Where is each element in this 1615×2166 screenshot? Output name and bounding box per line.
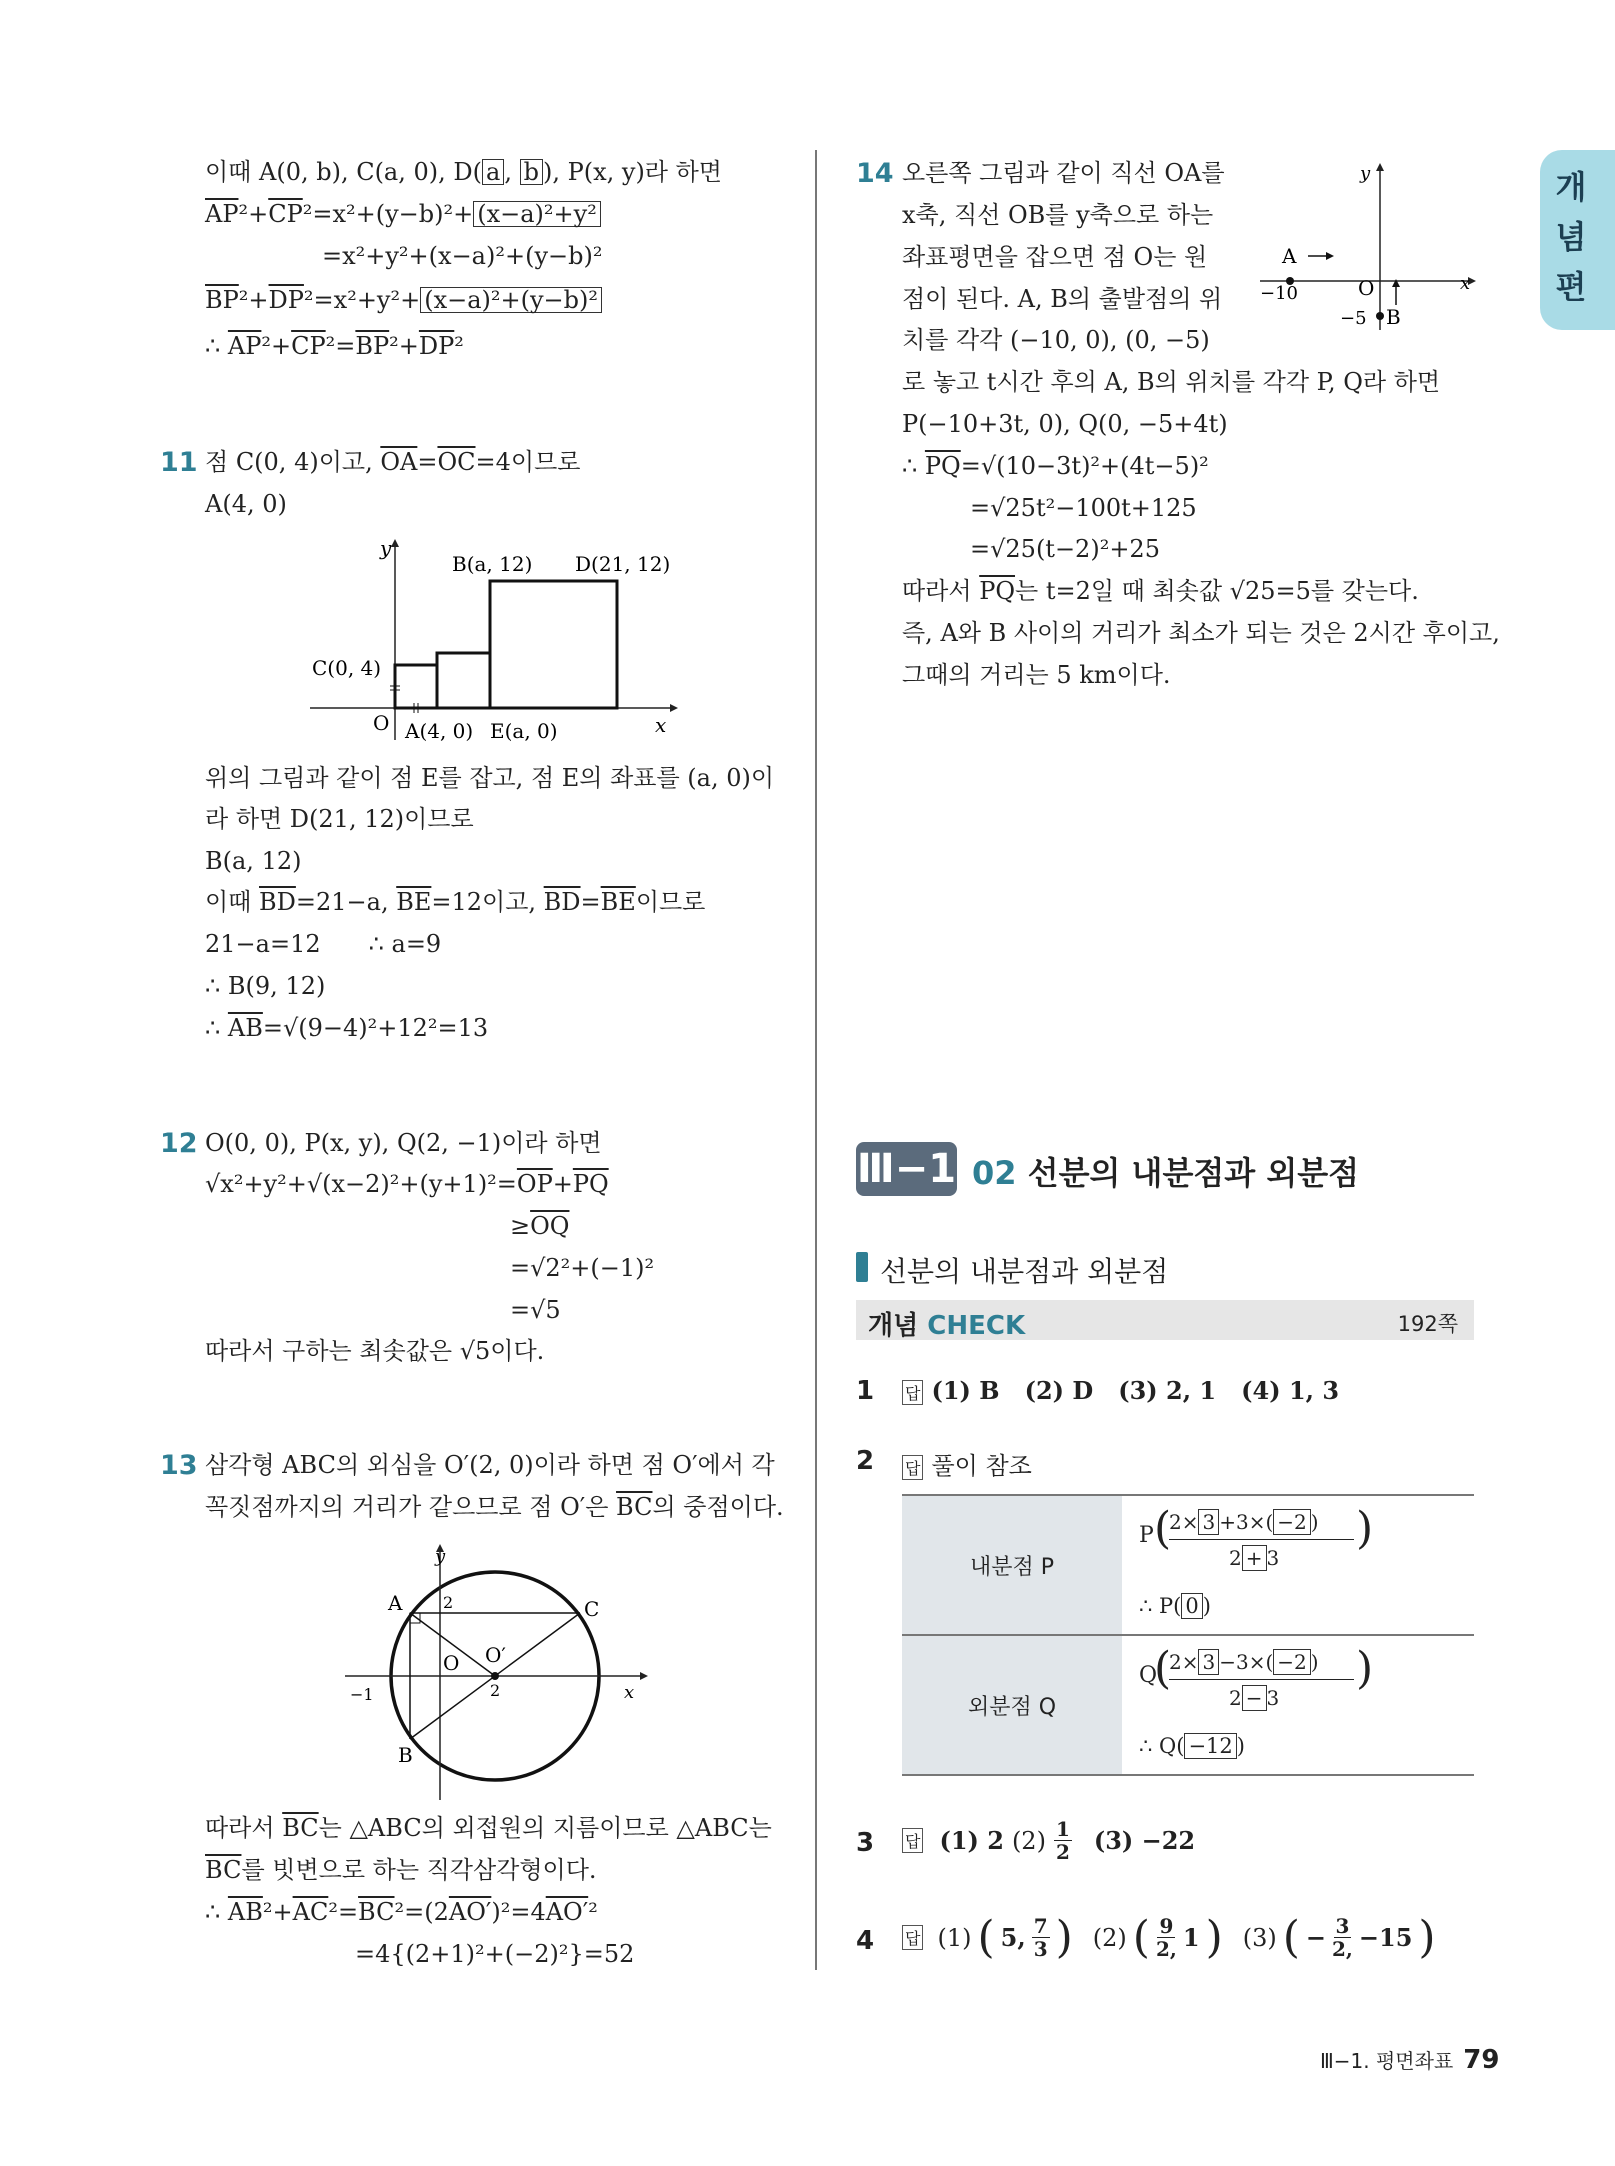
table-row [902,1636,1474,1776]
center-point [491,1672,499,1680]
answer-number: 1 [856,1376,875,1406]
fraction: 1 2 [1055,1817,1070,1864]
coordinate-figure [1250,155,1490,335]
text-line: 따라서 $\overline{PQ}$는 t=2일 때 최솟값 √25=5를 갖는다. [902,577,1419,605]
text-line: ∴ $\overline{AP}^2+\overline{CP}^2=\overline{BP}^2+\overline{DP}^2$ [205,332,464,360]
answer-line: 답 풀이 참조 [902,1446,1032,1481]
x-axis-arrow [640,1672,648,1680]
side-tab-char: 념 [1555,218,1587,256]
fraction: 9 2, [1155,1914,1177,1961]
fraction-denominator: 2 + 3 [1229,1546,1280,1570]
result-line: ∴ P( 0 ) [1139,1594,1211,1618]
side-tab-char: 편 [1555,268,1587,306]
answer-number: 3 [856,1828,875,1858]
text-line: 따라서 구하는 최솟값은 √5이다. [205,1337,545,1365]
text-line: 로 놓고 t시간 후의 A, B의 위치를 각각 P, Q라 하면 [902,368,1441,396]
answer-mark: 답 [902,1455,923,1480]
reference-page: 192쪽 [1397,1312,1458,1336]
center-label: O′ [485,1643,506,1667]
row-header: 외분점 Q [902,1636,1122,1774]
origin-label: O [1358,276,1375,300]
tick-label: −1 [350,1685,374,1704]
row-header: 내분점 P [902,1496,1122,1634]
text-line: 이때 A(0, b), C(a, 0), D( a , b ), P(x, y)라 하면 [205,158,722,186]
result-line: ∴ Q( −12 ) [1139,1734,1245,1758]
square-1 [395,665,437,708]
fraction-numerator: 2× 3 +3×( −2 ) [1169,1510,1319,1534]
y-label: y [435,1546,446,1567]
x-label: x [624,1682,635,1703]
text-line: $√x^2+y^2+√(x-2)^2+(y+1)^2=\overline{OP}+\overline{PQ}$ [205,1170,609,1198]
point-b [1376,312,1384,320]
text-line: O(0, 0), P(x, y), Q(2, −1)이라 하면 [205,1129,602,1157]
chapter-label: Ⅲ−1. 평면좌표 [1320,2049,1454,2073]
row-content: Q ( 2× 3 −3×( −2 ) 2 − 3 ) ∴ Q( −12 ) [1124,1636,1474,1774]
text-line: ∴ $\overline{PQ}=√(10-3t)^2+(4t-5)^2$ [902,452,1209,480]
text-line: ∴ B(9, 12) [205,972,326,1000]
text-line: x축, 직선 OB를 y축으로 하는 [902,201,1214,229]
text-line: $\overline{BC}$를 빗변으로 하는 직각삼각형이다. [205,1856,597,1884]
text-line: 그때의 거리는 5 km이다. [902,661,1171,689]
answer-mark: 답 [902,1828,923,1853]
answer-line: 답 (1) ( 5, 7 3 ) (2) ( 9 2, 1 ) (3) ( − $\frac{3}{2,}$ −15 ) [902,1912,1436,1963]
fraction-denominator: 2 − 3 [1229,1686,1280,1710]
tick-label: −10 [1260,283,1298,304]
y-label: y [380,536,392,560]
subsection-marker [856,1252,868,1282]
text-line: $\ge\overline{OQ}$ [510,1212,570,1240]
tick-label: 2 [490,1681,501,1700]
side-tab-char: 개 [1555,168,1587,206]
point-label-b: B [1386,305,1401,329]
vertex-label-a: A [388,1591,403,1615]
vertex-label-c: C [584,1597,600,1621]
y-axis-arrow [391,539,399,547]
text-line: 라 하면 D(21, 12)이므로 [205,805,474,833]
text-line: 점 C(0, 4)이고, $\overline{OA}=\overline{OC}=4$이므로 [205,448,581,476]
text-line: 오른쪽 그림과 같이 직선 OA를 [902,159,1225,187]
page-footer [1320,2045,1499,2075]
origin-label: O [443,1651,460,1675]
problem-number: 14 [856,158,894,189]
column-divider [815,150,817,1970]
point-label-b: B(a, 12) [452,552,533,576]
text-line: $\overline{AP}^2+\overline{CP}^2=x^2+(y-b)^2+ (x-a)^2+y^2$ [205,198,601,230]
point-label-a: A [1282,244,1297,268]
division-point-table [902,1494,1474,1776]
text-line: $\overline{BP}^2+\overline{DP}^2=x^2+y^2+ (x-a)^2+(y-b)^2$ [205,284,602,316]
text-line: 이때 $\overline{BD}=21-a$, $\overline{BE}=12$이고, $\overline{BD}=\overline{BE}$이므로 [205,888,706,916]
page-number: 79 [1463,2045,1500,2075]
text-line: =x²+y²+(x−a)²+(y−b)² [322,242,603,270]
point-label-e: E(a, 0) [490,719,558,743]
circumcircle-figure [340,1540,670,1805]
side-tab-concept[interactable] [1540,150,1615,330]
text-line: =√5 [510,1296,561,1324]
text-line: 치를 각각 (−10, 0), (0, −5) [902,326,1210,354]
y-axis-arrow [1376,163,1384,171]
square-3 [490,581,617,708]
problem-number: 11 [160,447,198,478]
answer-number: 2 [856,1446,875,1476]
answer-line: 답 (1) B (2) D (3) 2, 1 (4) 1, 3 [902,1376,1339,1405]
tick-label: −5 [1340,308,1367,329]
arrow-b-head [1392,279,1400,287]
text-line: 점이 된다. A, B의 출발점의 위 [902,285,1223,313]
table-row [902,1496,1474,1636]
section-title: 02 선분의 내분점과 외분점 [972,1154,1360,1192]
point-label-d: D(21, 12) [575,552,671,576]
text-line: P(−10+3t, 0), Q(0, −5+4t) [902,410,1228,438]
arrow-a-head [1326,252,1334,260]
text-line: ∴ $\overline{AB}=√(9-4)^2+12^2=13$ [205,1014,489,1042]
text-line: 따라서 $\overline{BC}$는 △ABC의 외접원의 지름이므로 △ABC는 [205,1814,772,1842]
text-line: =4{(2+1)²+(−2)²}=52 [355,1940,635,1968]
concept-check-bar [856,1300,1474,1340]
text-line: =√25(t−2)²+25 [970,535,1160,563]
row-content: P ( 2× 3 +3×( −2 ) 2 + 3 ) ∴ P( 0 ) [1124,1496,1474,1634]
section-code-badge: Ⅲ−1 [856,1142,957,1196]
square-2 [437,653,490,708]
problem-number: 12 [160,1128,198,1159]
rectangles-figure [300,535,690,750]
text-line: 즉, A와 B 사이의 거리가 최소가 되는 것은 2시간 후이고, [902,619,1500,647]
problem-number: 13 [160,1450,198,1481]
y-label: y [1360,163,1371,184]
x-label: x [1460,273,1471,294]
text-line: A(4, 0) [205,490,287,518]
concept-check-label: 개념 CHECK [868,1311,1026,1341]
fraction-numerator: 2× 3 −3×( −2 ) [1169,1650,1319,1674]
text-line: B(a, 12) [205,847,302,875]
text-line: 21−a=12 ∴ a=9 [205,930,442,958]
text-line: 좌표평면을 잡으면 점 O는 원 [902,243,1208,271]
text-line: ∴ $\overline{AB}^2+\overline{AC}^2=\overline{BC}^2=(2AO')^2=4AO'^2$ [205,1898,598,1926]
answer-mark: 답 [902,1925,923,1950]
text-line: 위의 그림과 같이 점 E를 잡고, 점 E의 좌표를 (a, 0)이 [205,764,775,792]
tick-label: 2 [443,1593,454,1612]
x-axis-arrow [670,704,678,712]
fraction: 7 3 [1033,1914,1048,1961]
point-label-c: C(0, 4) [312,656,382,680]
origin-label: O [373,711,390,735]
fraction: $\frac{3}{2,}$ [1332,1914,1353,1961]
answer-line: 답 (1) 2 (2) 1 2 (3) −22 [902,1818,1195,1863]
point-label-a: A(4, 0) [405,719,474,743]
subsection-title: 선분의 내분점과 외분점 [880,1255,1169,1288]
answer-mark: 답 [902,1380,923,1405]
text-line: =√2²+(−1)² [510,1254,655,1282]
text-line: 꼭짓점까지의 거리가 같으므로 점 O′은 $\overline{BC}$의 중점이다. [205,1493,784,1521]
text-line: 삼각형 ABC의 외심을 O′(2, 0)이라 하면 점 O′에서 각 [205,1451,775,1479]
vertex-label-b: B [398,1743,413,1767]
text-line: =√25t²−100t+125 [970,494,1197,522]
x-label: x [655,713,667,737]
answer-number: 4 [856,1926,875,1956]
